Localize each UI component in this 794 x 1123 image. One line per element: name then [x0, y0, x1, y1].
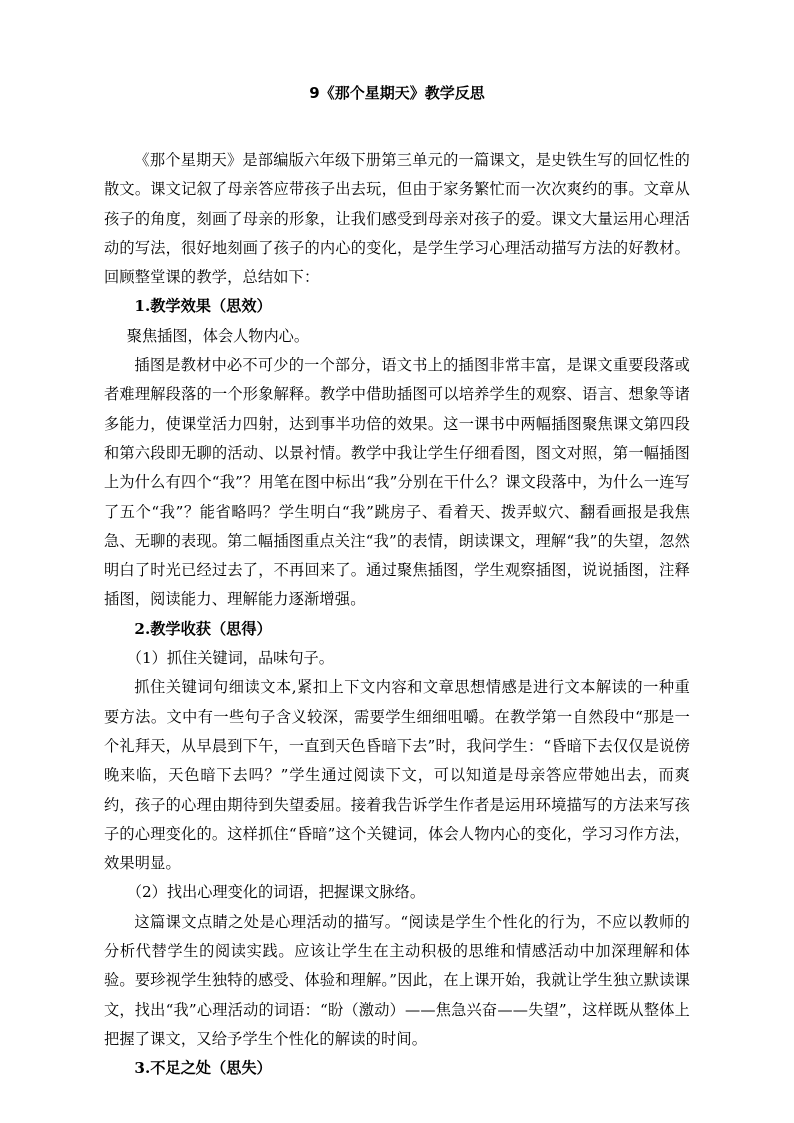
section-3-heading: 3.不足之处（思失） [134, 1059, 272, 1078]
section-2-heading: 2.教学收获（思得） [134, 619, 272, 638]
document-page [104, 78, 690, 1084]
section-2-body-1: 抓住关键词句细读文本,紧扣上下文内容和文章思想情感是进行文本解读的一种重要方法。文中有一些句子含义较深，需要学生细细咀嚼。在教学第一自然段中“那是一个礼拜天，从早晨到下午，一直到天色昏暗下去”时，我问学生：“昏暗下去仅仅是说傍晚来临，天色暗下去吗？”学生通过阅读下文，可以知道是母亲答应带她出去，而爽约，孩子的心理由期待到失望委屈。接着我告诉学生作者是运用环境描写的方法来写孩子的心理变化的。这样抓住“昏暗”这个关键词，体会人物内心的变化，学习习作方法，效果明显。 [104, 678, 690, 873]
section-2-sub-2: （2）找出心理变化的词语，把握课文脉络。 [126, 883, 426, 902]
document-title: 9《那个星期天》教学反思 [309, 84, 485, 102]
section-1-body: 插图是教材中必不可少的一个部分，语文书上的插图非常丰富，是课文重要段落或者难理解段落的一个形象解释。教学中借助插图可以培养学生的观察、语言、想象等诸多能力，使课堂活力四射，达到事半功倍的效果。这一课书中两幅插图聚焦课文第四段和第六段即无聊的活动、以景衬情。教学中我让学生仔细看图，图文对照，第一幅插图上为什么有四个“我”？用笔在图中标出“我”分别在干什么？课文段落中，为什么一连写了五个“我”？能省略吗？学生明白“我”跳房子、看着天、拨弄蚁穴、翻看画报是我焦急、无聊的表现。第二幅插图重点关注“我”的表情，朗读课文，理解“我”的失望，忽然明白了时光已经过去了，不再回来了。通过聚焦插图，学生观察插图，说说插图，注释插图，阅读能力、理解能力逐渐增强。 [104, 356, 690, 609]
section-1-heading: 1.教学效果（思效） [134, 297, 272, 316]
section-2-sub-1: （1）抓住关键词，品味句子。 [126, 649, 334, 668]
section-1-subheading: 聚焦插图，体会人物内心。 [126, 326, 310, 345]
intro-paragraph: 《那个星期天》是部编版六年级下册第三单元的一篇课文，是史铁生写的回忆性的散文。课文记叙了母亲答应带孩子出去玩，但由于家务繁忙而一次次爽约的事。文章从孩子的角度，刻画了母亲的形象，让我们感受到母亲对孩子的爱。课文大量运用心理活动的写法，很好地刻画了孩子的内心的变化，是学生学习心理活动描写方法的好教材。回顾整堂课的教学，总结如下： [104, 151, 690, 287]
section-2-body-2: 这篇课文点睛之处是心理活动的描写。“阅读是学生个性化的行为，不应以教师的分析代替学生的阅读实践。应该让学生在主动积极的思维和情感活动中加深理解和体验。要珍视学生独特的感受、体验和理解。”因此，在上课开始，我就让学生独立默读课文，找出“我”心理活动的词语：“盼（激动）——焦急兴奋——失望”，这样既从整体上把握了课文，又给予学生个性化的解读的时间。 [104, 912, 690, 1048]
